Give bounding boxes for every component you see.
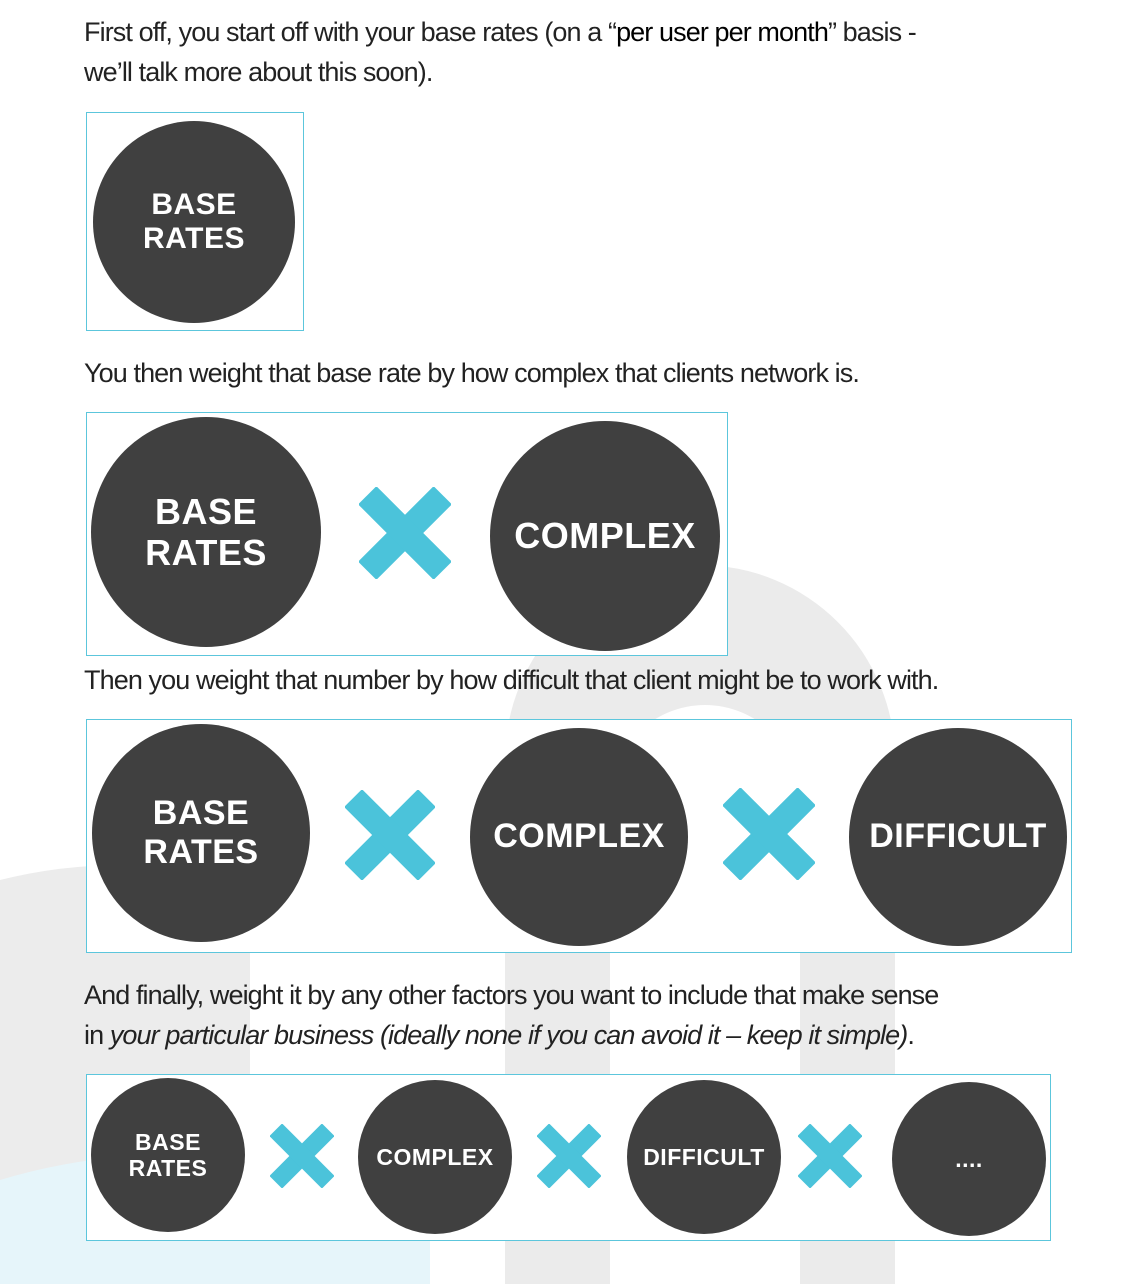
label: COMPLEX: [514, 515, 696, 557]
label: RATES: [143, 222, 245, 255]
label: BASE: [151, 187, 237, 221]
base-rates-circle: [91, 1078, 245, 1232]
complex-circle: [358, 1080, 512, 1234]
more-factors-circle: [892, 1082, 1046, 1236]
intro-paragraph: [84, 12, 916, 52]
diagram-base-x-complex: [86, 412, 728, 656]
label: RATES: [143, 833, 259, 871]
label: RATES: [128, 1155, 208, 1181]
multiply-icon: [359, 487, 451, 579]
label: DIFFICULT: [643, 1143, 765, 1170]
base-rates-circle: [92, 724, 310, 942]
intro-paragraph-line2: we’ll talk more about this soon).: [84, 57, 433, 87]
label: COMPLEX: [376, 1143, 494, 1170]
difficult-circle: [849, 728, 1067, 946]
text: First off, you start off with your base rates (on a “: [84, 17, 617, 47]
text: in: [84, 1020, 110, 1050]
label: BASE: [135, 1128, 201, 1155]
diagram-full-formula: [86, 1074, 1051, 1241]
label: RATES: [145, 532, 267, 573]
text: .: [907, 1020, 914, 1050]
label: ....: [955, 1145, 983, 1172]
label: BASE: [154, 490, 258, 532]
italic-text: your particular business (ideally none if you can avoid it – keep it simple): [109, 1020, 908, 1050]
multiply-icon: [798, 1124, 862, 1188]
multiply-icon: [723, 788, 815, 880]
paragraph-difficult: Then you weight that number by how difficult that client might be to work with.: [84, 665, 939, 695]
label: COMPLEX: [493, 817, 665, 856]
base-rates-circle: [93, 121, 295, 323]
diagram-base-rates: [86, 112, 304, 331]
label: DIFFICULT: [869, 817, 1047, 856]
paragraph-other-factors: And finally, weight it by any other factors you want to include that make sense: [84, 980, 939, 1010]
emphasis-text: per user per month: [616, 17, 828, 47]
label: BASE: [152, 793, 250, 832]
complex-circle: [490, 421, 720, 651]
paragraph-complex: You then weight that base rate by how complex that clients network is.: [84, 358, 859, 388]
base-rates-circle: [91, 417, 321, 647]
complex-circle: [470, 728, 688, 946]
multiply-icon: [345, 790, 435, 880]
diagram-base-x-complex-x-difficult: [86, 719, 1072, 953]
text: ” basis -: [827, 17, 916, 47]
multiply-icon: [537, 1124, 601, 1188]
difficult-circle: [627, 1080, 781, 1234]
paragraph-other-factors-line2: [84, 1015, 914, 1055]
multiply-icon: [270, 1124, 334, 1188]
